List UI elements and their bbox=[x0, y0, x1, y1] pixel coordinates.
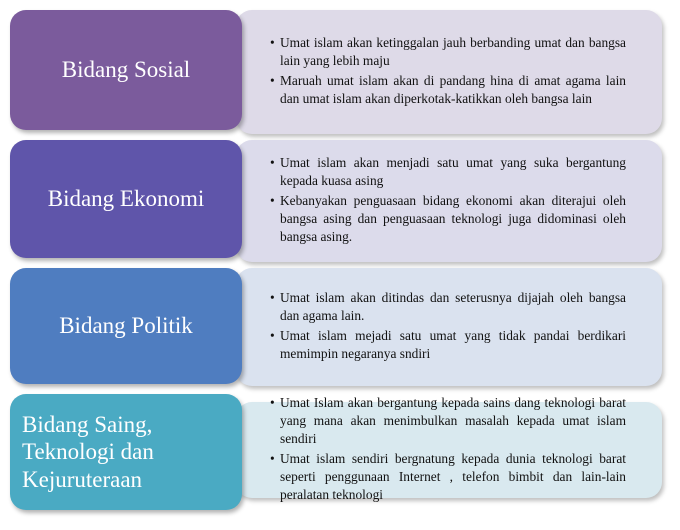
details-panel-saing-teknologi bbox=[236, 395, 662, 502]
bullet-point: • Umat islam mejadi satu umat yang tidak pandai berdikari memimpin negaranya sndiri bbox=[272, 327, 626, 363]
category-label-text: Bidang Saing, Teknologi dan Kejuruteraan bbox=[22, 411, 154, 492]
bullet-point: • Umat islam akan ketinggalan jauh berbanding umat dan bangsa lain yang lebih maju bbox=[272, 34, 626, 70]
category-label-text: Bidang Politik bbox=[59, 313, 193, 339]
details-panel-ekonomi bbox=[236, 140, 662, 262]
bullet-list-politik bbox=[272, 289, 626, 365]
category-label-saing-teknologi bbox=[10, 394, 242, 510]
bullet-point: • Umat islam akan ditindas dan seterusnya dijajah oleh bangsa dan agama lain. bbox=[272, 289, 626, 325]
details-panel-politik bbox=[236, 268, 662, 386]
category-label-text: Bidang Ekonomi bbox=[47, 186, 205, 212]
bullet-list-sosial bbox=[272, 34, 626, 110]
category-label-text: Bidang Sosial bbox=[61, 57, 191, 83]
bullet-point: • Umat islam akan menjadi satu umat yang suka bergantung kepada kuasa asing bbox=[272, 154, 626, 190]
bullet-point: • Umat Islam akan bergantung kepada sains dang teknologi barat yang mana akan menimbulkan masalah kepada umat islam sendiri bbox=[272, 394, 626, 448]
bullet-list-saing-teknologi bbox=[272, 394, 626, 506]
bullet-point: • Maruah umat islam akan di pandang hina di amat agama lain dan umat islam akan diperkotak-katikkan oleh bangsa lain bbox=[272, 72, 626, 108]
category-label-politik bbox=[10, 268, 242, 384]
bullet-point: • Umat islam sendiri bergnatung kepada dunia teknologi barat seperti penggunaan Internet , telefon bimbit dan lain-lain peralatan teknologi bbox=[272, 450, 626, 504]
category-label-ekonomi bbox=[10, 140, 242, 258]
category-label-sosial bbox=[10, 10, 242, 130]
bullet-point: • Kebanyakan penguasaan bidang ekonomi akan diterajui oleh bangsa asing dan penguasaan teknologi juga didominasi oleh bangsa asing. bbox=[272, 192, 626, 246]
bullet-list-ekonomi bbox=[272, 154, 626, 248]
details-panel-sosial bbox=[236, 10, 662, 134]
